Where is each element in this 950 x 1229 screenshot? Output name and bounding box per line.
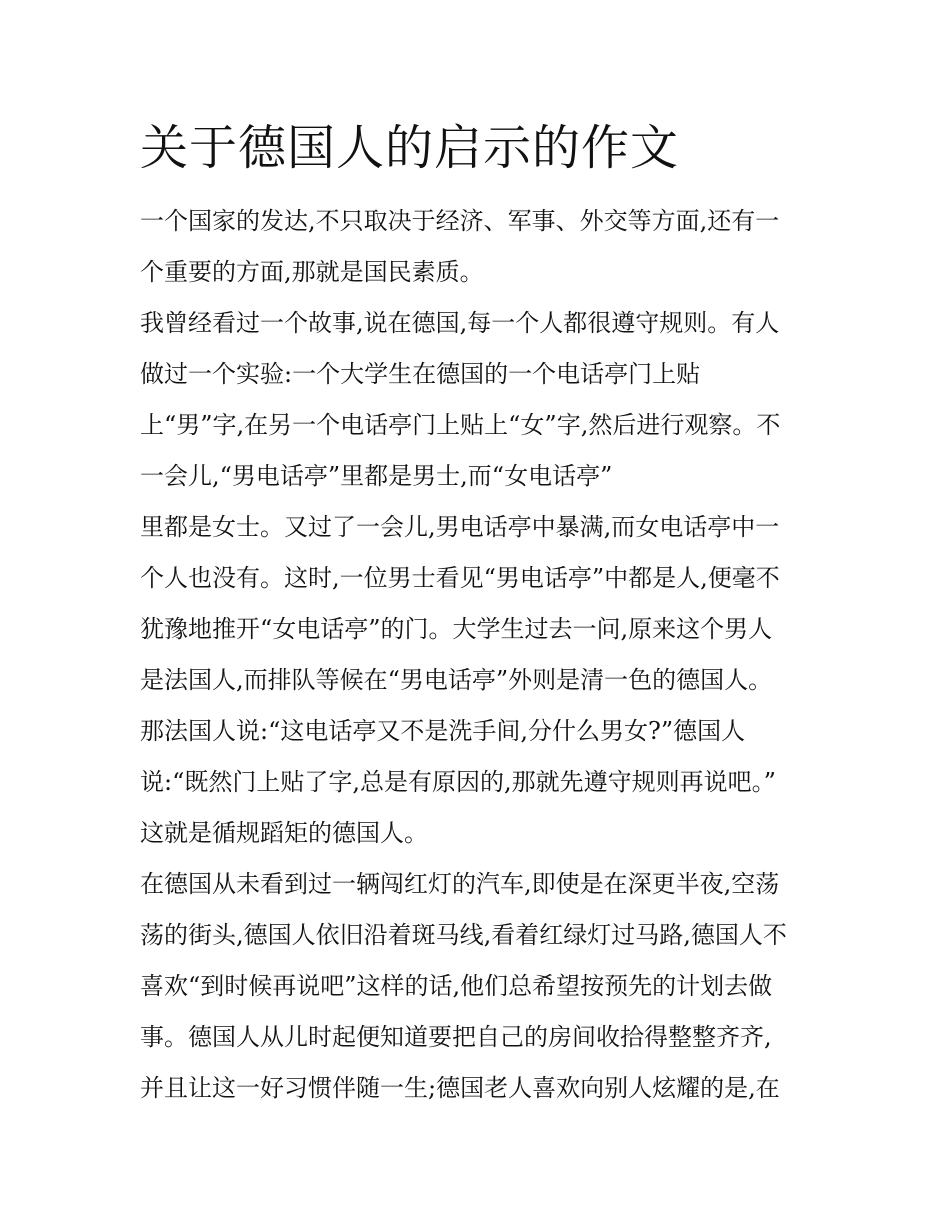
text-line: 一个国家的发达,不只取决于经济、军事、外交等方面,还有一 [140, 207, 780, 235]
text-line: 个人也没有。这时,一位男士看见“男电话亭”中都是人,便毫不 [140, 564, 780, 592]
text-line: 事。德国人从儿时起便知道要把自己的房间收拾得整整齐齐, [140, 1023, 772, 1051]
text-line: 说:“既然门上贴了字,总是有原因的,那就先遵守规则再说吧。” [140, 768, 776, 796]
text-line: 这就是循规蹈矩的德国人。 [140, 819, 428, 847]
text-line: 荡的街头,德国人依旧沿着斑马线,看着红绿灯过马路,德国人不 [140, 921, 787, 949]
text-line: 那法国人说:“这电话亭又不是洗手间,分什么男女?”德国人 [140, 717, 746, 745]
text-line: 喜欢“到时候再说吧”这样的话,他们总希望按预先的计划去做 [140, 972, 773, 1000]
text-line: 在德国从未看到过一辆闯红灯的汽车,即使是在深更半夜,空荡 [140, 870, 780, 898]
text-line: 一会儿,“男电话亭”里都是男士,而“女电话亭” [140, 462, 613, 490]
text-line: 是法国人,而排队等候在“男电话亭”外则是清一色的德国人。 [140, 666, 773, 694]
text-line: 我曾经看过一个故事,说在德国,每一个人都很遵守规则。有人 [140, 309, 780, 337]
document-body [140, 196, 820, 1114]
text-line: 上“男”字,在另一个电话亭门上贴上“女”字,然后进行观察。不 [140, 411, 781, 439]
text-line: 犹豫地推开“女电话亭”的门。大学生过去一问,原来这个男人 [140, 615, 773, 643]
text-line: 个重要的方面,那就是国民素质。 [140, 258, 484, 286]
document-title: 关于德国人的启示的作文 [140, 120, 680, 176]
text-line: 并且让这一好习惯伴随一生;德国老人喜欢向别人炫耀的是,在 [140, 1074, 780, 1102]
text-line: 里都是女士。又过了一会儿,男电话亭中暴满,而女电话亭中一 [140, 513, 780, 541]
text-line: 做过一个实验:一个大学生在德国的一个电话亭门上贴 [140, 360, 701, 388]
